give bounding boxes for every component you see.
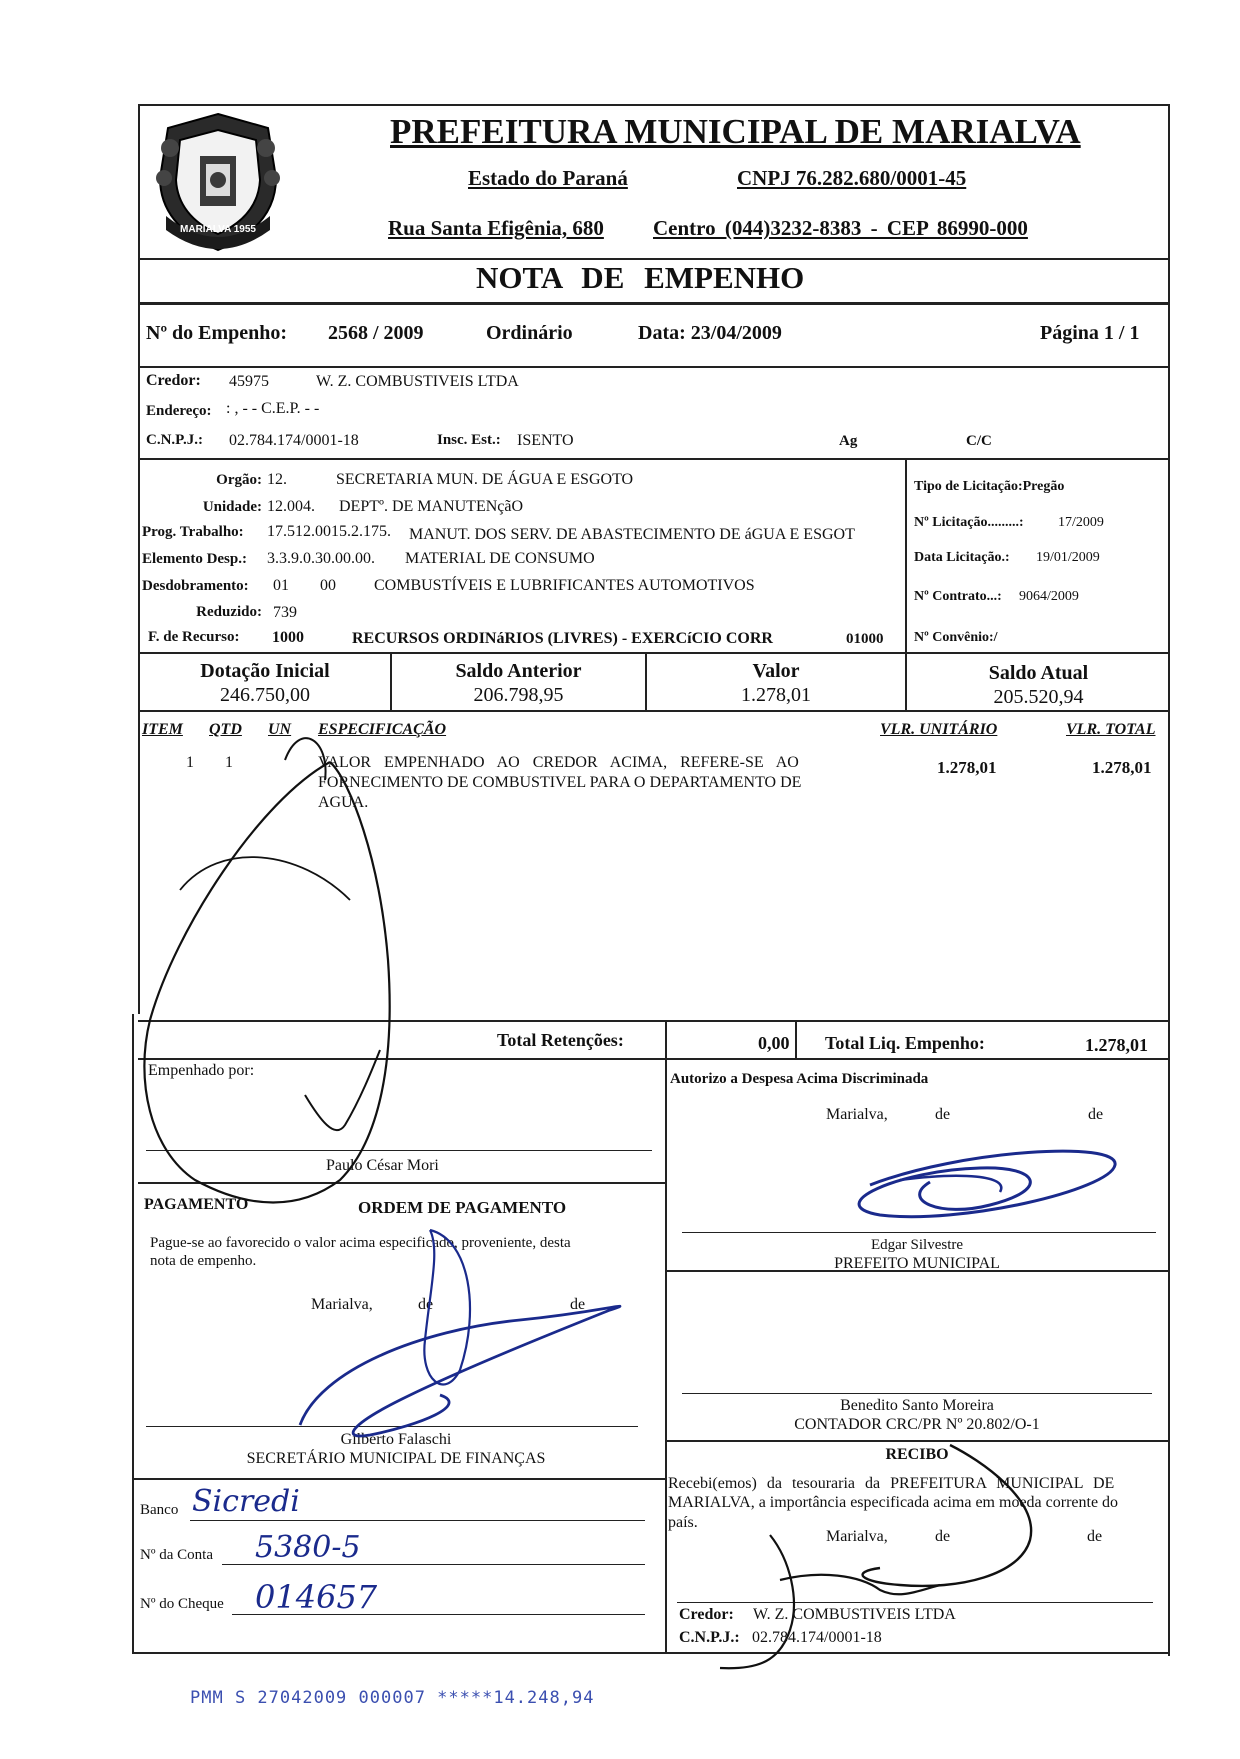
retencoes-label: Total Retenções:: [497, 1030, 624, 1050]
data-licitacao-label: Data Licitação.:: [914, 550, 1010, 565]
empenho-date: Data: 23/04/2009: [638, 322, 782, 344]
liq-empenho-label: Total Liq. Empenho:: [825, 1033, 985, 1053]
n-convenio: Nº Convênio:/: [914, 630, 998, 645]
unidade-value: 12.004.: [267, 498, 315, 515]
dotacao-label: Dotação Inicial: [200, 660, 330, 682]
frec-label: F. de Recurso:: [148, 629, 240, 645]
frame-top: [138, 104, 1170, 106]
desd-label: Desdobramento:: [142, 578, 249, 594]
signature-secretario: [300, 1306, 620, 1436]
desd-desc: COMBUSTÍVEIS E LUBRIFICANTES AUTOMOTIVOS: [374, 577, 755, 594]
col-vlr-total: VLR. TOTAL: [1066, 721, 1156, 738]
saldo-anterior-value: 206.798,95: [473, 684, 564, 706]
reduz-value: 739: [273, 604, 297, 621]
cnpj-header: CNPJ 76.282.680/0001-45: [737, 166, 967, 190]
row-spec-line-1: VALOR EMPENHADO AO CREDOR ACIMA, REFERE-SE AO: [318, 754, 799, 771]
reduz-label: Reduzido:: [196, 604, 262, 620]
marialva-left: Marialva,: [311, 1296, 373, 1313]
elem-label: Elemento Desp.:: [142, 551, 247, 567]
address-street: Rua Santa Efigênia, 680: [388, 216, 604, 240]
conta-label: Nº da Conta: [140, 1547, 213, 1563]
secretario-title: SECRETÁRIO MUNICIPAL DE FINANÇAS: [246, 1450, 546, 1467]
recibo-cnpj-label: C.N.P.J.:: [679, 1629, 740, 1646]
saldo-atual-value: 205.520,94: [993, 686, 1084, 708]
col-item: ITEM: [142, 721, 183, 738]
recibo-credor-label: Credor:: [679, 1606, 734, 1623]
n-contrato-label: Nº Contrato...:: [914, 589, 1002, 604]
recibo-credor-value: W. Z. COMBUSTIVEIS LTDA: [753, 1606, 956, 1623]
crest-text: MARIALVA 1955: [180, 224, 256, 235]
mechanical-stamp: PMM S 27042009 000007 *****14.248,94: [190, 1688, 595, 1708]
insc-value: ISENTO: [517, 432, 574, 449]
credor-label: Credor:: [146, 372, 201, 389]
unidade-label: Unidade:: [202, 499, 262, 515]
conta-handwritten: 5380-5: [255, 1530, 361, 1565]
cnpj-label: C.N.P.J.:: [146, 432, 203, 448]
dotacao-value: 246.750,00: [220, 684, 310, 706]
state-name: Estado do Paraná: [468, 166, 628, 190]
signature-recibo: [863, 1445, 1032, 1586]
pague-line-1: Pague-se ao favorecido o valor acima especificado, proveniente, desta: [150, 1235, 571, 1251]
marialva-right-1: Marialva,: [826, 1106, 888, 1123]
empenho-number: 2568 / 2009: [328, 322, 424, 344]
empenhado-name: Paulo César Mori: [326, 1157, 439, 1174]
de-left-1: de: [418, 1296, 434, 1313]
endereco-label: Endereço:: [146, 403, 212, 419]
signature-empenhado: [144, 762, 389, 1203]
address-rest: Centro (044)3232-8383 - CEP 86990-000: [653, 216, 1028, 240]
elem-value: 3.3.9.0.30.00.00.: [267, 550, 375, 567]
row-vlr-total: 1.278,01: [1092, 758, 1152, 777]
retencoes-value: 0,00: [758, 1033, 790, 1053]
saldo-atual-label: Saldo Atual: [988, 662, 1089, 684]
banco-handwritten: Sicredi: [192, 1484, 300, 1519]
row-item: 1: [186, 754, 194, 771]
de-right-2: de: [1088, 1106, 1104, 1123]
recibo-cnpj-value: 02.784.174/0001-18: [752, 1629, 882, 1646]
saldo-anterior-label: Saldo Anterior: [455, 660, 582, 682]
cheque-label: Nº do Cheque: [140, 1596, 224, 1612]
col-especificacao: ESPECIFICAÇÃO: [318, 721, 447, 738]
frec-code: 01000: [846, 631, 884, 647]
cc-label: C/C: [966, 433, 992, 449]
banco-label: Banco: [140, 1502, 179, 1518]
frec-desc: RECURSOS ORDINáRIOS (LIVRES) - EXERCíCIO CORR: [352, 630, 773, 647]
row-qtd: 1: [225, 754, 233, 771]
recibo-line-1: Recebi(emos) da tesouraria da PREFEITURA MUNICIPAL DE: [668, 1475, 1115, 1492]
data-licitacao-value: 19/01/2009: [1036, 550, 1100, 565]
pagamento-label: PAGAMENTO: [144, 1196, 249, 1213]
endereco-value: : , - - C.E.P. - -: [226, 400, 320, 417]
prog-value: 17.512.0015.2.175.: [267, 523, 391, 540]
desd-value-2: 00: [320, 577, 336, 594]
empenho-label: Nº do Empenho:: [146, 322, 288, 344]
col-qtd: QTD: [209, 721, 242, 738]
col-un: UN: [268, 721, 292, 738]
page-title: PREFEITURA MUNICIPAL DE MARIALVA: [390, 112, 1081, 151]
frec-value: 1000: [272, 629, 304, 646]
autorizo-label: Autorizo a Despesa Acima Discriminada: [670, 1071, 929, 1087]
empenhado-por-label: Empenhado por:: [148, 1062, 255, 1079]
signature-prefeito: [859, 1151, 1115, 1217]
prefeito-name: Edgar Silvestre: [870, 1237, 964, 1253]
de-left-2: de: [570, 1296, 586, 1313]
prog-label: Prog. Trabalho:: [142, 524, 244, 540]
col-vlr-unitario: VLR. UNITÁRIO: [880, 721, 998, 738]
frame-left-lower: [132, 1014, 134, 1654]
orgao-value: 12.: [267, 471, 287, 488]
pague-line-2: nota de empenho.: [150, 1253, 257, 1269]
cnpj-value: 02.784.174/0001-18: [229, 432, 359, 449]
document-title: NOTA DE EMPENHO: [476, 260, 805, 295]
recibo-line-3: país.: [668, 1514, 698, 1531]
insc-label: Insc. Est.:: [437, 432, 501, 448]
de-right-1: de: [935, 1106, 951, 1123]
row-vlr-unitario: 1.278,01: [937, 758, 997, 777]
page-number: Página 1 / 1: [1040, 322, 1140, 344]
recibo-line-2: MARIALVA, a importância especificada acima em moeda corrente do: [668, 1494, 1119, 1511]
contador-title: CONTADOR CRC/PR Nº 20.802/O-1: [794, 1416, 1040, 1433]
contador-name: Benedito Santo Moreira: [840, 1397, 994, 1414]
n-licitacao-value: 17/2009: [1058, 515, 1104, 530]
desd-value-1: 01: [273, 577, 289, 594]
frame-right: [1168, 104, 1170, 1656]
marialva-right-2: Marialva,: [826, 1528, 888, 1545]
valor-label: Valor: [752, 660, 800, 682]
orgao-desc: SECRETARIA MUN. DE ÁGUA E ESGOTO: [336, 471, 634, 488]
de-right-4: de: [1087, 1528, 1103, 1545]
credor-code: 45975: [229, 373, 269, 390]
recibo-label: RECIBO: [885, 1446, 949, 1463]
municipal-crest: [148, 108, 288, 256]
orgao-label: Orgão:: [216, 472, 262, 488]
cheque-handwritten: 014657: [255, 1578, 378, 1616]
prog-desc: MANUT. DOS SERV. DE ABASTECIMENTO DE áGUA E ESGOT: [409, 526, 855, 543]
n-contrato-value: 9064/2009: [1019, 589, 1079, 604]
empenho-type: Ordinário: [486, 322, 573, 344]
unidade-desc: DEPTº. DE MANUTENçãO: [339, 498, 524, 515]
frame-left: [138, 104, 140, 1014]
row-spec-line-2: FORNECIMENTO DE COMBUSTIVEL PARA O DEPARTAMENTO DE: [318, 774, 802, 791]
ag-label: Ag: [839, 433, 858, 449]
prefeito-title: PREFEITO MUNICIPAL: [834, 1255, 1000, 1272]
liq-empenho-value: 1.278,01: [1085, 1035, 1148, 1055]
de-right-3: de: [935, 1528, 951, 1545]
ordem-pagamento-label: ORDEM DE PAGAMENTO: [358, 1198, 567, 1217]
secretario-name: Gilberto Falaschi: [340, 1431, 452, 1448]
credor-name: W. Z. COMBUSTIVEIS LTDA: [316, 373, 519, 390]
tipo-licitacao: Tipo de Licitação:Pregão: [914, 479, 1065, 494]
n-licitacao-label: Nº Licitação.........:: [914, 515, 1024, 530]
row-spec-line-3: AGUA.: [318, 794, 369, 811]
elem-desc: MATERIAL DE CONSUMO: [405, 550, 595, 567]
frame-bottom: [132, 1652, 1170, 1654]
valor-value: 1.278,01: [741, 684, 811, 706]
